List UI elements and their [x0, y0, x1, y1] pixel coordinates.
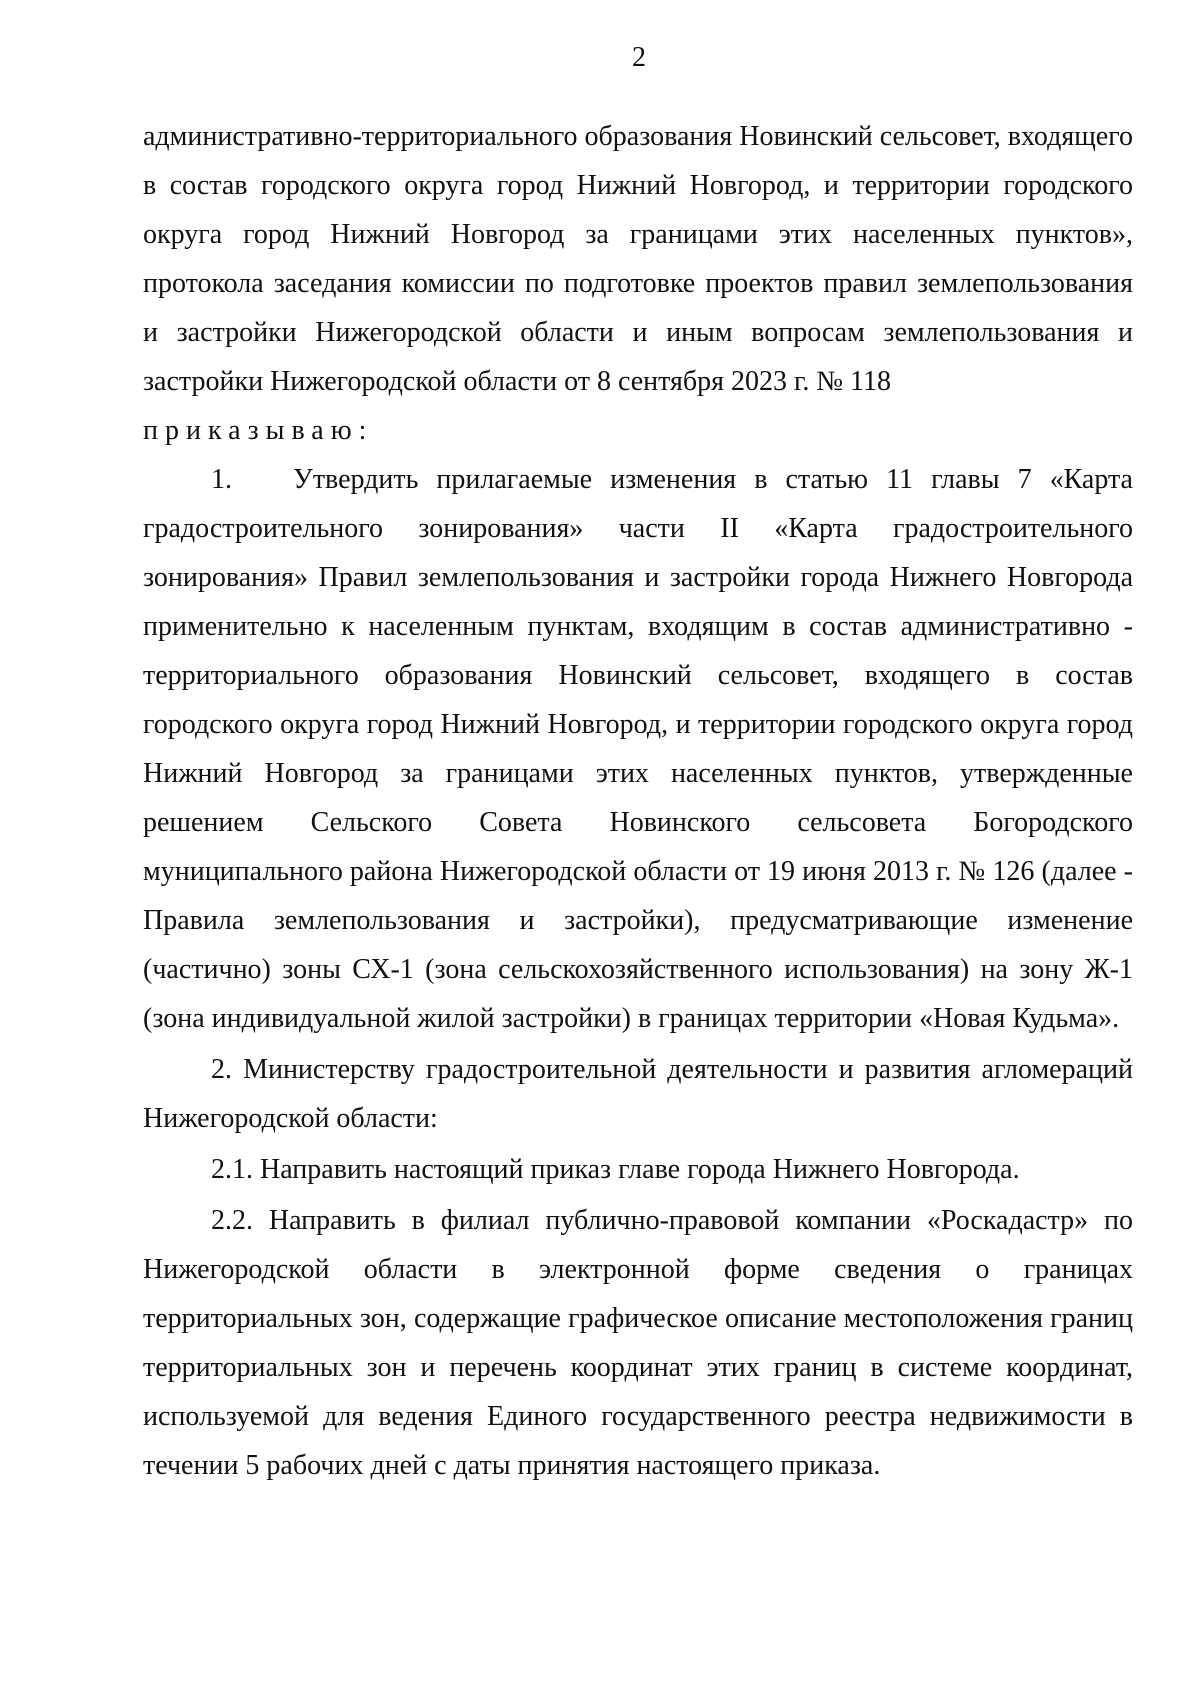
document-body: [143, 112, 1133, 1490]
item-1-paragraph: [143, 455, 1133, 1043]
item-2-2-paragraph: 2.2. Направить в филиал публично-правовой компании «Роскадастр» по Нижегородской области в электронной форме сведения о границах территориальных зон, содержащие графическое описание местоположения границ территориальных зон и перечень координат этих границ в системе координат, используемой для ведения Единого государственного реестра недвижимости в течении 5 рабочих дней с даты принятия настоящего приказа.: [143, 1205, 1133, 1481]
item-1-text: Утвердить прилагаемые изменения в статью 11 главы 7 «Карта градостроительного зонирования» части II «Карта градостроительного зонирования» Правил землепользования и застройки города Нижнего Новгорода применительно к населенным пунктам, входящим в состав административно - территориального образования Новинский сельсовет, входящего в состав городского округа город Нижний Новгород, и территории городского округа город Нижний Новгород за границами этих населенных пунктов, утвержденные решением Сельского Совета Новинского сельсовета Богородского муниципального района Нижегородской области от 19 июня 2013 г. № 126 (далее - Правила землепользования и застройки), предусматривающие изменение (частично) зоны СХ-1 (зона сельскохозяйственного использования) на зону Ж-1 (зона индивидуальной жилой застройки) в границах территории «Новая Кудьма».: [143, 464, 1133, 1034]
item-2-1-paragraph: 2.1. Направить настоящий приказ главе города Нижнего Новгорода.: [211, 1154, 1020, 1185]
item-2-paragraph: 2. Министерству градостроительной деятельности и развития агломераций Нижегородской области:: [143, 1054, 1133, 1134]
item-1-number: 1.: [211, 464, 232, 495]
order-word: приказываю:: [143, 415, 374, 446]
intro-paragraph: административно-территориального образования Новинский сельсовет, входящего в состав городского округа город Нижний Новгород, и территории городского округа город Нижний Новгород за границами этих населенных пунктов», протокола заседания комиссии по подготовке проектов правил землепользования и застройки Нижегородской области и иным вопросам землепользования и застройки Нижегородской области от 8 сентября 2023 г. № 118: [143, 121, 1133, 397]
page-number: 2: [632, 42, 646, 73]
